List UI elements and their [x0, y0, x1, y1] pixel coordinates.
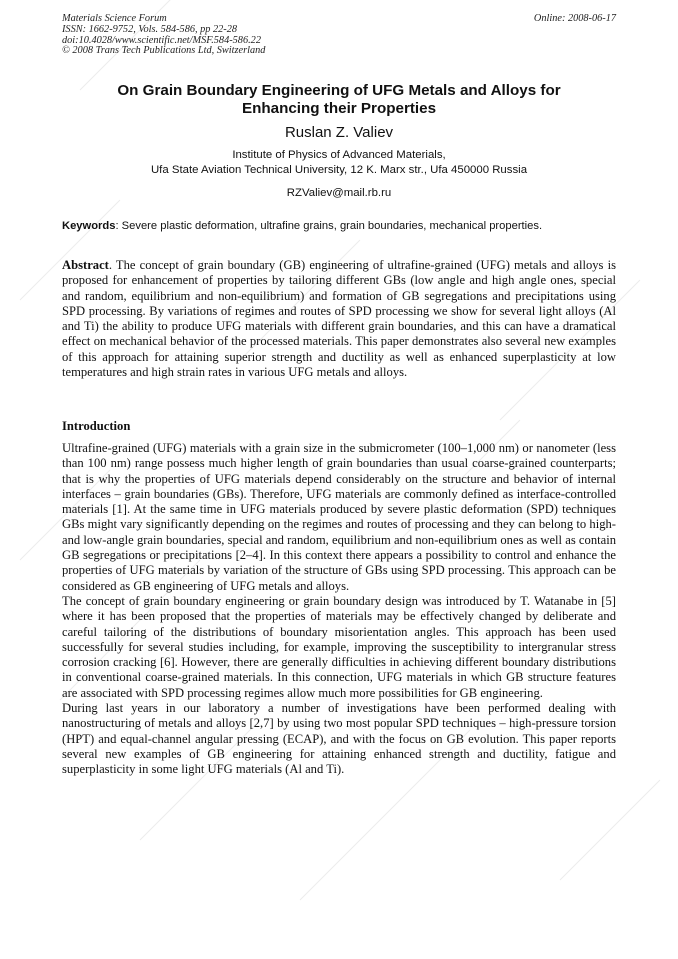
- introduction-body: [62, 441, 616, 778]
- abstract-text: . The concept of grain boundary (GB) engineering of ultrafine-grained (UFG) metals and alloys is proposed for enhancement of properties by tailoring different GBs (low angle and high angle ones, special and random, equilibrium and non-equilibrium) and formation of GB segregations and precipitations using SPD processing. By variations of regimes and routes of SPD processing we show for several light alloys (Al and Ti) the ability to produce UFG materials with different grain boundaries, and this can have a dramatical effect on mechanical behavior of the processed materials. This paper demonstrates also several new examples of this approach for attaining superior strength and ductility as well as enhanced superplasticity at low temperatures and high strain rates in various UFG metals and alloys.: [62, 258, 616, 380]
- doi-line: doi:10.4028/www.scientific.net/MSF.584-586.22: [62, 34, 261, 46]
- author-email: RZValiev@mail.rb.ru: [286, 187, 392, 199]
- issn-line: ISSN: 1662-9752, Vols. 584-586, pp 22-28: [62, 23, 238, 35]
- keywords: [62, 219, 616, 234]
- keywords-label: Keywords: [62, 220, 116, 232]
- intro-paragraph-3: During last years in our laboratory a number of investigations have been performed dealing with nanostructuring of metals and alloys [2,7] by using two most popular SPD techniques – high-pressure torsion (HPT) and equal-channel angular pressing (ECAP), and with the focus on GB evolution. This paper reports several new examples of GB engineering for attaining enhanced strength and ductility, fatigue and superplasticity in some light UFG materials (Al and Ti).: [62, 701, 616, 777]
- intro-paragraph-2: The concept of grain boundary engineering or grain boundary design was introduced by T. Watanabe in [5] where it has been proposed that the properties of materials may be effectively changed by deliberate and careful tailoring of the distributions of boundary misorientation angles. This approach has been used successfully for several studies including, for example, improving the susceptibility to intergranular stress corrosion cracking [6]. However, there are generally difficulties in achieving different boundary distributions in conventional coarse-grained materials. In this connection, UFG materials in which GB structure features are associated with SPD processing regimes allow much more possibilities for GB engineering.: [62, 593, 616, 700]
- abstract: [62, 258, 616, 380]
- title-line-1: On Grain Boundary Engineering of UFG Metals and Alloys for: [117, 82, 561, 99]
- author-name: Ruslan Z. Valiev: [284, 124, 394, 141]
- intro-paragraph-1: Ultrafine-grained (UFG) materials with a grain size in the submicrometer (100–1,000 nm) or nanometer (less than 100 nm) range possess much higher length of grain boundaries than usual coarse-grained counterparts; that is why the properties of UFG materials depend considerably on the structure and behavior of internal interfaces – grain boundaries (GBs). Therefore, UFG materials are commonly defined as interface-controlled materials [1]. At the same time in UFG materials produced by severe plastic deformation (SPD) techniques GBs might vary significantly depending on the regimes and routes of processing and they can belong to high- and low-angle grain boundaries, special and random, equilibrium and non-equilibrium ones as well as contain GB segregations or precipitations [2–4]. In this context there appears a possibility to control and enhance the properties of UFG materials by variation of the structure of GBs using SPD processing. This approach can be considered as GB engineering of UFG metals and alloys.: [62, 441, 616, 593]
- affiliation: [62, 148, 616, 178]
- affiliation-line-1: Institute of Physics of Advanced Materials,: [232, 149, 446, 161]
- keywords-text: : Severe plastic deformation, ultrafine grains, grain boundaries, mechanical properties.: [115, 220, 543, 232]
- copyright-line: © 2008 Trans Tech Publications Ltd, Switzerland: [62, 45, 266, 57]
- affiliation-line-2: Ufa State Aviation Technical University, 12 K. Marx str., Ufa 450000 Russia: [150, 164, 528, 176]
- journal-header: [62, 14, 265, 57]
- abstract-label: Abstract: [62, 258, 109, 272]
- introduction-heading: Introduction: [62, 419, 131, 433]
- journal-name: Materials Science Forum: [62, 13, 167, 24]
- title-line-2: Enhancing their Properties: [241, 100, 437, 117]
- paper-title: [62, 82, 616, 118]
- online-date: Online: 2008-06-17: [533, 13, 616, 24]
